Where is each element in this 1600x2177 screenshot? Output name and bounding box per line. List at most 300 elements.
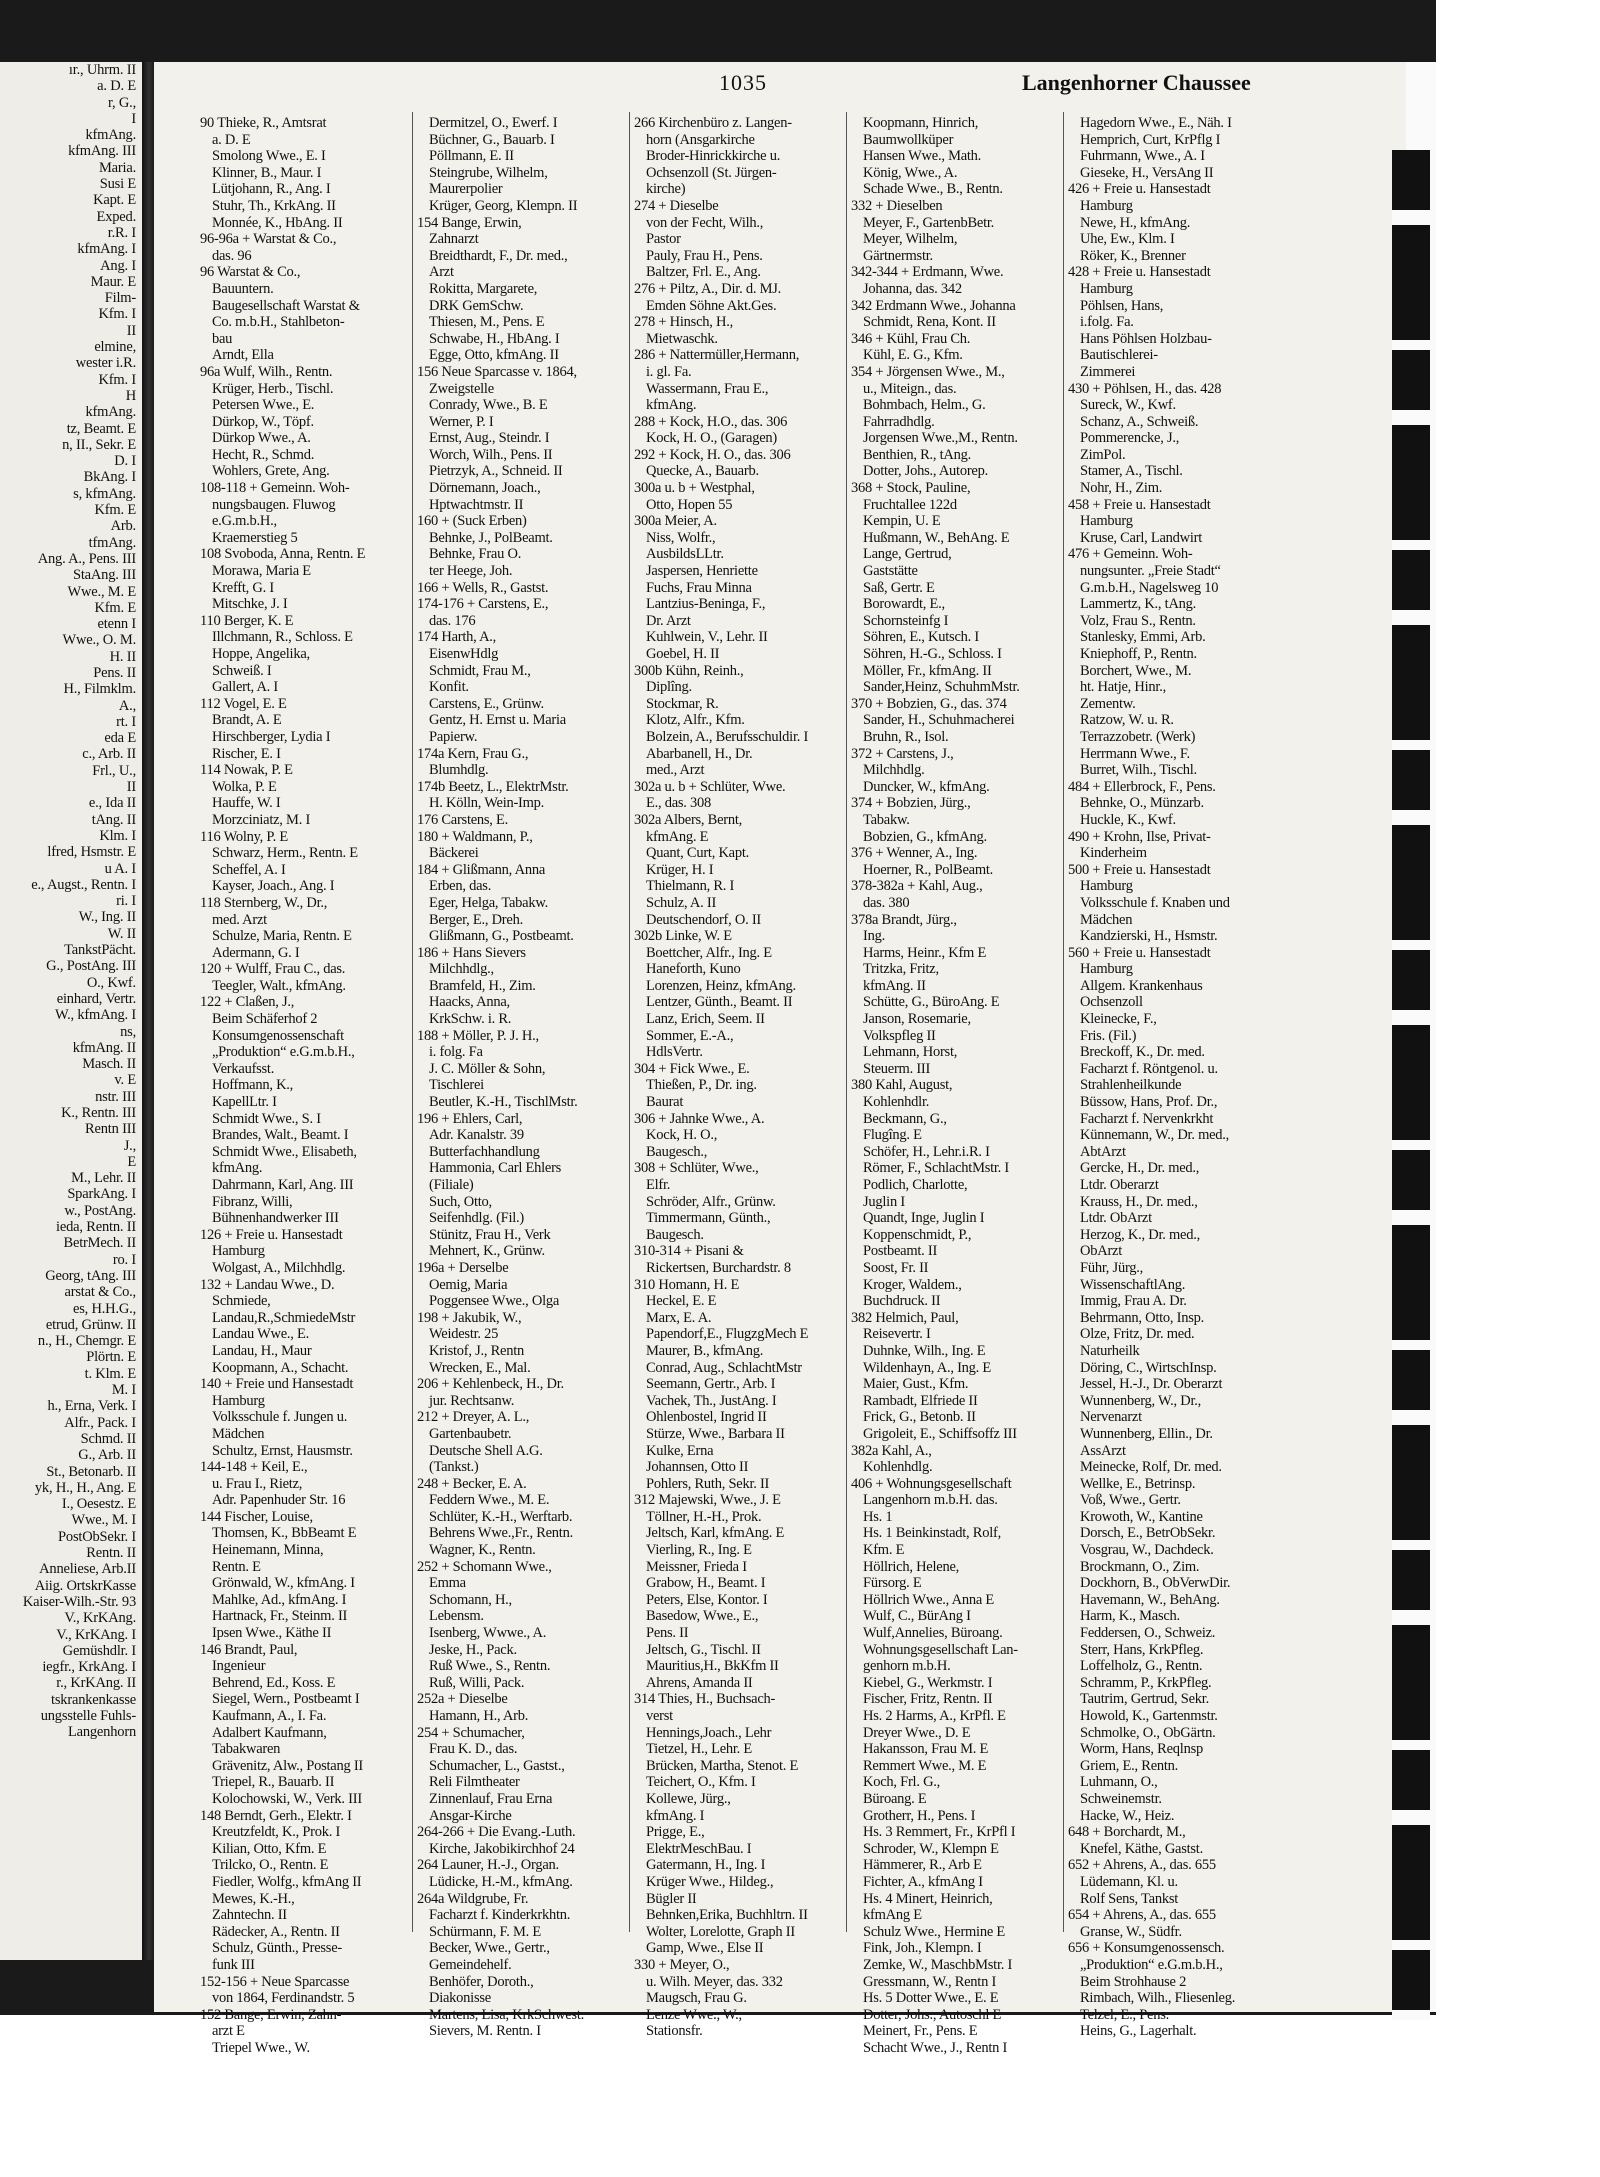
directory-line: i. folg. Fa: [429, 1044, 483, 1061]
directory-line: E., das. 308: [646, 795, 712, 812]
directory-line: Lammertz, K., tAng.: [1080, 596, 1197, 613]
directory-line: Luhmann, O.,: [1080, 1774, 1158, 1791]
facing-page-line: Frl., U.,: [92, 762, 136, 779]
directory-line: Ratzow, W. u. R.: [1080, 712, 1174, 729]
directory-line: Breckoff, K., Dr. med.: [1080, 1044, 1205, 1061]
directory-line: Triepel, R., Bauarb. II: [212, 1774, 335, 1791]
directory-column-2: [417, 115, 631, 2040]
directory-line: Kniephoff, P., Rentn.: [1080, 646, 1197, 662]
directory-line: Howold, K., Gartenmstr.: [1080, 1708, 1218, 1724]
directory-line: Morawa, Maria E: [212, 563, 311, 580]
directory-line: Jeske, H., Pack.: [429, 1641, 517, 1658]
directory-line: Stockmar, R.: [646, 695, 719, 712]
directory-line: 376 + Wenner, A., Ing.: [851, 845, 978, 862]
facing-page-line: kfmAng. II: [72, 1039, 136, 1056]
directory-line: Griem, E., Rentn.: [1080, 1757, 1179, 1774]
directory-line: bau: [212, 330, 233, 347]
directory-line: Schulze, Maria, Rentn. E: [212, 928, 352, 945]
directory-line: Steuerm. III: [863, 1060, 931, 1077]
directory-line: 314 Thies, H., Buchsach-: [634, 1691, 776, 1708]
facing-page-line: w., PostAng.: [64, 1202, 136, 1219]
directory-line: 266 Kirchenbüro z. Langen-: [634, 115, 792, 131]
directory-line: Höllrich, Helene,: [863, 1558, 960, 1575]
facing-page-line: TankstPächt.: [64, 942, 136, 959]
directory-line: Schacht Wwe., J., Rentn I: [863, 2039, 1008, 2056]
directory-line: Jaspersen, Henriette: [646, 563, 758, 580]
directory-line: Bolzein, A., Berufsschuldir. I: [646, 728, 809, 745]
directory-line: 652 + Ahrens, A., das. 655: [1068, 1857, 1216, 1874]
directory-line: Blumhdlg.: [429, 762, 489, 779]
directory-line: 264a Wildgrube, Fr.: [417, 1890, 529, 1907]
directory-line: Dotter, Johs., Autoschl E: [863, 2006, 1002, 2023]
directory-line: Maier, Gust., Kfm.: [863, 1376, 969, 1393]
directory-line: 380 Kahl, August,: [851, 1077, 953, 1094]
facing-page-line: Kfm. E: [94, 599, 136, 616]
directory-line: Duhnke, Wilh., Ing. E: [863, 1342, 986, 1359]
directory-line: Berger, E., Dreh.: [429, 911, 523, 928]
directory-line: HdlsVertr.: [646, 1044, 703, 1061]
facing-page-line: iegfr., KrkAng. I: [42, 1659, 136, 1676]
directory-column-1: [200, 115, 414, 2056]
directory-line: Conrady, Wwe., B. E: [429, 397, 548, 414]
directory-line: Behnken,Erika, Buchhltrn. II: [646, 1907, 808, 1924]
directory-line: Baurat: [646, 1094, 684, 1111]
facing-page-line: G., PostAng. III: [46, 958, 136, 975]
directory-line: ObArzt: [1080, 1243, 1122, 1260]
facing-page-line: Film-: [104, 290, 136, 307]
directory-line: Lehmann, Horst,: [863, 1044, 958, 1061]
directory-line: Schöfer, H., Lehr.i.R. I: [863, 1143, 990, 1160]
directory-line: Wohnungsgesellschaft Lan-: [863, 1641, 1018, 1658]
directory-line: Granse, W., Südfr.: [1080, 1923, 1182, 1940]
facing-page-line: Schmd. II: [80, 1430, 136, 1447]
directory-line: 254 + Schumacher,: [417, 1724, 525, 1741]
directory-line: Künnemann, W., Dr. med.,: [1080, 1127, 1230, 1144]
directory-line: Söhren, H.-G., Schloss. I: [863, 646, 1002, 662]
directory-line: Schornsteinfg I: [863, 612, 949, 629]
directory-line: Schomann, H.,: [429, 1591, 512, 1608]
directory-line: ter Heege, Joh.: [429, 563, 513, 580]
directory-line: Basedow, Wwe., E.,: [646, 1608, 759, 1625]
directory-line: Hamburg: [1080, 197, 1133, 214]
directory-line: 310 Homann, H. E: [634, 1276, 740, 1293]
directory-line: Herrmann Wwe., F.: [1080, 745, 1190, 762]
directory-line: Bobzien, G., kfmAng.: [863, 828, 987, 845]
directory-line: Klinner, B., Maur. I: [212, 164, 322, 181]
facing-page-line: Susi E: [99, 176, 136, 193]
directory-line: Facharzt f. Röntgenol. u.: [1080, 1060, 1218, 1077]
directory-line: Sureck, W., Kwf.: [1080, 397, 1176, 414]
directory-line: Gressmann, W., Rentn I: [863, 1973, 997, 1990]
directory-line: Fris. (Fil.): [1080, 1027, 1137, 1044]
directory-line: Zinnenlauf, Frau Erna: [429, 1790, 553, 1807]
directory-line: Smolong Wwe., E. I: [212, 148, 326, 165]
directory-line: von der Fecht, Wilh.,: [646, 214, 764, 231]
directory-line: KrkSchw. i. R.: [429, 1011, 512, 1028]
directory-line: Landau, H., Maur: [212, 1342, 312, 1359]
directory-line: 342 Erdmann Wwe., Johanna: [851, 297, 1016, 314]
directory-line: Adr. Papenhuder Str. 16: [212, 1492, 346, 1509]
facing-page-line: I: [131, 110, 136, 127]
directory-line: Kruse, Carl, Landwirt: [1080, 529, 1202, 546]
directory-line: Hirschberger, Lydia I: [212, 728, 331, 745]
directory-line: Timmermann, Günth.,: [646, 1210, 771, 1227]
directory-line: 144-148 + Keil, E.,: [200, 1459, 308, 1476]
directory-line: 302b Linke, W. E: [634, 928, 732, 945]
directory-line: Büssow, Hans, Prof. Dr.,: [1080, 1094, 1218, 1111]
directory-line: med. Arzt: [212, 911, 267, 928]
directory-line: Teegler, Walt., kfmAng.: [212, 977, 346, 994]
directory-line: 198 + Jakubik, W.,: [417, 1309, 522, 1326]
directory-line: Konsumgenossenschaft: [212, 1027, 344, 1044]
directory-line: Bühnenhandwerker III: [212, 1210, 339, 1227]
directory-line: 184 + Glißmann, Anna: [417, 861, 546, 878]
directory-line: 406 + Wohnungsgesellschaft: [851, 1475, 1012, 1492]
directory-line: Mietwaschk.: [646, 330, 718, 347]
directory-line: Pöllmann, E. II: [429, 148, 514, 165]
directory-line: Dreyer Wwe., D. E: [863, 1724, 971, 1741]
directory-line: 196a + Derselbe: [417, 1259, 509, 1276]
directory-line: Hs. 2 Harms, A., KrPfl. E: [863, 1708, 1006, 1724]
directory-line: verst: [646, 1708, 673, 1724]
directory-line: Kulke, Erna: [646, 1442, 714, 1459]
directory-line: Benthien, R., tAng.: [863, 446, 972, 463]
directory-line: 116 Wolny, P. E: [200, 828, 289, 845]
directory-line: Schütte, G., BüroAng. E: [863, 994, 1000, 1011]
directory-line: Fibranz, Willi,: [212, 1193, 293, 1210]
directory-line: Pietrzyk, A., Schneid. II: [429, 463, 563, 480]
directory-line: 96a Wulf, Wilh., Rentn.: [200, 363, 333, 380]
directory-line: Hamburg: [1080, 961, 1133, 978]
directory-line: Broder-Hinrickkirche u.: [646, 148, 781, 165]
directory-line: Schumacher, L., Gastst.,: [429, 1757, 565, 1774]
directory-line: Bruhn, R., Isol.: [863, 728, 949, 745]
directory-line: 346 + Kühl, Frau Ch.: [851, 330, 971, 347]
directory-line: Dockhorn, B., ObVerwDir.: [1080, 1575, 1231, 1592]
directory-line: Ohlenbostel, Ingrid II: [646, 1409, 767, 1426]
directory-line: Knefel, Käthe, Gastst.: [1080, 1840, 1203, 1857]
directory-line: Hamburg: [212, 1392, 265, 1409]
directory-line: Volksschule f. Knaben und: [1080, 894, 1230, 911]
facing-page-line: h., Erna, Verk. I: [47, 1398, 136, 1415]
facing-page-line: K., Rentn. III: [61, 1105, 136, 1121]
directory-line: Papierw.: [429, 728, 478, 745]
directory-line: Schulz, Günth., Presse-: [212, 1940, 342, 1957]
directory-line: kfmAng. II: [863, 977, 926, 994]
facing-page-line: Aiig. OrtskrKasse: [34, 1577, 136, 1594]
directory-line: Kolochowski, W., Verk. III: [212, 1790, 362, 1807]
directory-line: 264-266 + Die Evang.-Luth.: [417, 1824, 576, 1841]
directory-line: Petersen Wwe., E.: [212, 397, 315, 414]
directory-line: 382 Helmich, Paul,: [851, 1309, 959, 1326]
facing-page-line: Alfr., Pack. I: [64, 1414, 136, 1431]
directory-line: Kraemerstieg 5: [212, 529, 298, 546]
directory-line: Hartnack, Fr., Steinm. II: [212, 1608, 348, 1625]
directory-line: Abarbanell, H., Dr.: [646, 745, 753, 762]
facing-page-line: Rentn. II: [86, 1545, 136, 1562]
facing-page-line: e., Ida II: [88, 795, 136, 812]
facing-page-line: Exped.: [96, 208, 136, 225]
directory-line: Gercke, H., Dr. med.,: [1080, 1160, 1200, 1177]
directory-line: u. Frau I., Rietz,: [212, 1475, 303, 1492]
directory-line: Hansen Wwe., Math.: [863, 148, 982, 165]
directory-line: Tabakwaren: [212, 1741, 281, 1758]
directory-line: Prigge, E.,: [646, 1824, 705, 1841]
facing-page-line: tskrankenkasse: [51, 1691, 136, 1708]
directory-line: Hecht, R., Schmd.: [212, 446, 315, 463]
directory-line: Hoffmann, K.,: [212, 1077, 294, 1094]
directory-line: Teichert, O., Kfm. I: [646, 1774, 756, 1791]
facing-page-line: Kapt. E: [93, 192, 136, 209]
directory-line: Kuhlwein, V., Lehr. II: [646, 629, 768, 646]
directory-line: Egge, Otto, kfmAng. II: [429, 347, 559, 364]
directory-line: Wellke, E., Betrinsp.: [1080, 1475, 1196, 1492]
directory-line: 312 Majewski, Wwe., J. E: [634, 1492, 781, 1509]
directory-line: Steingrube, Wilhelm,: [429, 164, 548, 181]
directory-line: Hamann, H., Arb.: [429, 1708, 529, 1724]
facing-page-line: I., Oesestz. E: [61, 1496, 136, 1513]
directory-line: Kayser, Joach., Ang. I: [212, 878, 335, 895]
directory-line: Rokitta, Margarete,: [429, 280, 538, 297]
directory-line: Sommer, E.-A.,: [646, 1027, 734, 1044]
directory-line: i.folg. Fa.: [1080, 314, 1134, 331]
facing-page-line: Maur. E: [90, 273, 136, 290]
directory-line: Ruß Wwe., S., Rentn.: [429, 1658, 551, 1675]
directory-line: Bohmbach, Helm., G.: [863, 397, 986, 414]
directory-line: Ochsenzoll: [1080, 994, 1143, 1011]
directory-line: Kilian, Otto, Kfm. E: [212, 1840, 327, 1857]
directory-line: ht. Hatje, Hinr.,: [1080, 679, 1166, 696]
directory-line: Martens, Lisa, KrkSchwest.: [429, 2006, 584, 2023]
directory-line: „Produktion“ e.G.m.b.H.,: [1080, 1956, 1223, 1973]
directory-line: Wolka, P. E: [212, 778, 277, 795]
directory-line: Lütjohann, R., Ang. I: [212, 181, 331, 198]
directory-line: kfmAng. I: [646, 1807, 705, 1824]
directory-line: Konfit.: [429, 679, 469, 696]
directory-line: 302a u. b + Schlüter, Wwe.: [634, 778, 786, 795]
directory-line: Such, Otto,: [429, 1193, 492, 1210]
directory-line: Remmert Wwe., M. E: [863, 1757, 987, 1774]
directory-line: 108-118 + Gemeinn. Woh-: [200, 480, 350, 497]
directory-line: Worm, Hans, Reqlnsp: [1080, 1741, 1203, 1758]
directory-line: Arndt, Ella: [212, 347, 274, 364]
directory-line: Stünitz, Frau H., Verk: [429, 1226, 551, 1243]
facing-page-line: Klm. I: [99, 827, 136, 844]
directory-line: Arzt: [429, 264, 454, 281]
directory-line: Burret, Wilh., Tischl.: [1080, 762, 1197, 779]
directory-line: 90 Thieke, R., Amtsrat: [200, 115, 327, 131]
directory-line: Kohlenhdlg.: [863, 1459, 933, 1476]
directory-line: 122 + Claßen, J.,: [200, 994, 295, 1011]
directory-line: Koopmann, Hinrich,: [863, 115, 979, 131]
directory-line: nungsbaugen. Fluwog: [212, 496, 336, 513]
directory-line: 264 Launer, H.-J., Organ.: [417, 1857, 559, 1874]
directory-line: Klotz, Alfr., Kfm.: [646, 712, 745, 729]
directory-line: Stamer, A., Tischl.: [1080, 463, 1183, 480]
directory-line: Wulf,Annelies, Büroang.: [863, 1625, 1003, 1642]
directory-line: Hs. 5 Dotter Wwe., E. E: [863, 1990, 999, 2007]
facing-page-line: H., Filmklm.: [63, 681, 136, 698]
directory-line: 278 + Hinsch, H.,: [634, 314, 733, 331]
directory-line: Hs. 1 Beinkinstadt, Rolf,: [863, 1525, 1001, 1542]
directory-line: 112 Vogel, E. E: [200, 695, 287, 712]
facing-page-line: n., H., Chemgr. E: [37, 1333, 136, 1350]
directory-line: Vachek, Th., JustAng. I: [646, 1392, 777, 1409]
directory-line: 306 + Jahnke Wwe., A.: [634, 1110, 765, 1127]
facing-page-line: lfred, Hsmstr. E: [47, 844, 136, 861]
directory-line: Zementw.: [1080, 695, 1136, 712]
directory-line: Milchhdlg.,: [429, 961, 494, 978]
directory-line: das. 380: [863, 894, 910, 911]
directory-line: 174 Harth, A.,: [417, 629, 497, 646]
directory-line: Breidthardt, F., Dr. med.,: [429, 247, 568, 264]
directory-line: 648 + Borchardt, M.,: [1068, 1824, 1186, 1841]
facing-page-line: Anneliese, Arb.II: [39, 1561, 136, 1578]
directory-line: Benhöfer, Doroth.,: [429, 1973, 534, 1990]
directory-line: (Tankst.): [429, 1459, 479, 1476]
directory-line: Siegel, Wern., Postbeamt I: [212, 1691, 360, 1708]
directory-line: Adalbert Kaufmann,: [212, 1724, 327, 1741]
directory-line: Meinecke, Rolf, Dr. med.: [1080, 1459, 1222, 1476]
directory-line: Heins, G., Lagerhalt.: [1080, 2023, 1197, 2040]
directory-line: Pommerencke, J.,: [1080, 430, 1180, 447]
directory-line: Ernst, Aug., Steindr. I: [429, 430, 550, 447]
directory-line: Volkspfleg II: [863, 1027, 936, 1044]
directory-line: 330 + Meyer, O.,: [634, 1956, 730, 1973]
directory-line: Rischer, E. I: [212, 745, 281, 762]
facing-page-line: Rentn III: [85, 1121, 136, 1138]
directory-line: Behnke, Frau O.: [429, 546, 522, 563]
directory-line: Lorenzen, Heinz, kfmAng.: [646, 977, 796, 994]
directory-line: Hemprich, Curt, KrPflg I: [1080, 131, 1221, 148]
directory-line: Hagedorn Wwe., E., Näh. I: [1080, 115, 1232, 131]
directory-line: Janson, Rosemarie,: [863, 1011, 971, 1028]
directory-line: Koch, Frl. G.,: [863, 1774, 941, 1791]
directory-line: Fischer, Fritz, Rentn. II: [863, 1691, 993, 1708]
directory-line: 174a Kern, Frau G.,: [417, 745, 529, 762]
directory-line: Ansgar-Kirche: [429, 1807, 512, 1824]
directory-line: Dorsch, E., BetrObSekr.: [1080, 1525, 1216, 1542]
directory-line: Kreutzfeldt, K., Prok. I: [212, 1824, 341, 1841]
directory-line: Stationsfr.: [646, 2023, 703, 2040]
directory-column-3: [634, 115, 848, 2040]
directory-line: Mitschke, J. I: [212, 596, 288, 613]
directory-line: Werner, P. I: [429, 413, 494, 430]
directory-line: Landau Wwe., E.: [212, 1326, 310, 1343]
directory-line: Brandes, Walt., Beamt. I: [212, 1127, 349, 1144]
directory-line: Nervenarzt: [1080, 1409, 1142, 1426]
directory-line: 160 + (Suck Erben): [417, 513, 527, 530]
directory-line: 206 + Kehlenbeck, H., Dr.: [417, 1376, 564, 1393]
directory-line: 126 + Freie u. Hansestadt: [200, 1226, 343, 1243]
directory-line: e.G.m.b.H.,: [212, 513, 277, 530]
directory-line: Büroang. E: [863, 1790, 927, 1807]
directory-line: Olze, Fritz, Dr. med.: [1080, 1326, 1195, 1343]
directory-line: Emma: [429, 1575, 466, 1592]
directory-line: 430 + Pöhlsen, H., das. 428: [1068, 380, 1222, 397]
directory-line: Goebel, H. II: [646, 646, 720, 662]
directory-line: Conrad, Aug., SchlachtMstr: [646, 1359, 802, 1376]
directory-line: 152 Bange, Erwin, Zahn-: [200, 2006, 342, 2023]
directory-line: Schröder, Alfr., Grünw.: [646, 1193, 776, 1210]
directory-line: Meyer, F., GartenbBetr.: [863, 214, 995, 231]
directory-line: 274 + Dieselbe: [634, 197, 719, 214]
directory-line: Krüger Wwe., Hildeg.,: [646, 1873, 774, 1890]
directory-line: Schmidt, Frau M.,: [429, 662, 531, 679]
directory-line: med., Arzt: [646, 762, 705, 779]
directory-line: Zemke, W., MaschbMstr. I: [863, 1956, 1013, 1973]
directory-line: horn (Ansgarkirche: [646, 131, 755, 148]
facing-page-line: W., kfmAng. I: [54, 1007, 136, 1024]
directory-line: 96 Warstat & Co.,: [200, 264, 301, 281]
directory-line: Hacke, W., Heiz.: [1080, 1807, 1175, 1824]
directory-line: 146 Brandt, Paul,: [200, 1641, 298, 1658]
facing-page-line: wester i.R.: [75, 355, 136, 372]
directory-line: 656 + Konsumgenossensch.: [1068, 1940, 1225, 1957]
facing-page-line: r, G.,: [107, 94, 136, 111]
directory-line: (Filiale): [429, 1177, 474, 1193]
directory-line: Ing.: [863, 928, 885, 945]
directory-line: 110 Berger, K. E: [200, 612, 294, 629]
directory-line: Schade Wwe., B., Rentn.: [863, 181, 1003, 198]
directory-line: 156 Neue Sparcasse v. 1864,: [417, 363, 577, 380]
directory-line: Maurer, B., kfmAng.: [646, 1342, 764, 1359]
directory-line: Kaufmann, A., I. Fa.: [212, 1708, 327, 1724]
directory-line: Döring, C., WirtschInsp.: [1080, 1359, 1217, 1376]
directory-line: Voß, Wwe., Gertr.: [1080, 1492, 1181, 1509]
directory-line: das. 96: [212, 247, 252, 264]
directory-line: Gärtnermstr.: [863, 247, 933, 264]
facing-page-line: t. Klm. E: [84, 1365, 136, 1382]
facing-page-line: O., Kwf.: [86, 974, 136, 991]
directory-line: Deutsche Shell A.G.: [429, 1442, 543, 1459]
directory-line: arzt E: [212, 2023, 245, 2040]
directory-line: Stuhr, Th., KrkAng. II: [212, 197, 336, 214]
facing-page-line: v. E: [114, 1072, 136, 1089]
directory-line: Wunnenberg, Ellin., Dr.: [1080, 1425, 1213, 1442]
directory-line: Borchert, Wwe., M.: [1080, 662, 1192, 679]
directory-line: Heinemann, Minna,: [212, 1542, 324, 1559]
directory-line: Maugsch, Frau G.: [646, 1990, 747, 2007]
directory-line: Trilcko, O., Rentn. E: [212, 1857, 329, 1874]
directory-line: Reli Filmtheater: [429, 1774, 520, 1791]
directory-line: Söhren, E., Kutsch. I: [863, 629, 979, 646]
directory-line: Uhe, Ew., Klm. I: [1080, 231, 1175, 248]
directory-line: Buchdruck. II: [863, 1293, 941, 1310]
directory-line: 276 + Piltz, A., Dir. d. MJ.: [634, 280, 781, 297]
directory-line: Kinderheim: [1080, 845, 1147, 862]
directory-line: kfmAng.: [212, 1160, 263, 1177]
directory-line: Milchhdlg.: [863, 762, 925, 779]
facing-page-line: W. II: [107, 925, 136, 942]
directory-line: Ltdr. ObArzt: [1080, 1210, 1152, 1227]
directory-line: 118 Sternberg, W., Dr.,: [200, 894, 328, 911]
directory-line: Wildenhayn, A., Ing. E: [863, 1359, 992, 1376]
directory-line: u. Wilh. Meyer, das. 332: [646, 1973, 783, 1990]
facing-page-line: H. II: [109, 648, 136, 665]
directory-line: 490 + Krohn, Ilse, Privat-: [1068, 828, 1211, 845]
directory-line: Schmidt Wwe., S. I: [212, 1110, 321, 1127]
directory-line: Langenhorn m.b.H. das.: [863, 1492, 998, 1509]
directory-line: nungsunter. „Freie Stadt“: [1080, 563, 1221, 580]
directory-line: Quant, Curt, Kapt.: [646, 845, 750, 862]
directory-line: 654 + Ahrens, A., das. 655: [1068, 1907, 1216, 1924]
directory-line: 248 + Becker, E. A.: [417, 1475, 527, 1492]
facing-page-line: e., Augst., Rentn. I: [31, 876, 136, 893]
directory-line: Postbeamt. II: [863, 1243, 938, 1260]
directory-line: Frau K. D., das.: [429, 1741, 518, 1758]
directory-line: Hs. 4 Minert, Heinrich,: [863, 1890, 993, 1907]
